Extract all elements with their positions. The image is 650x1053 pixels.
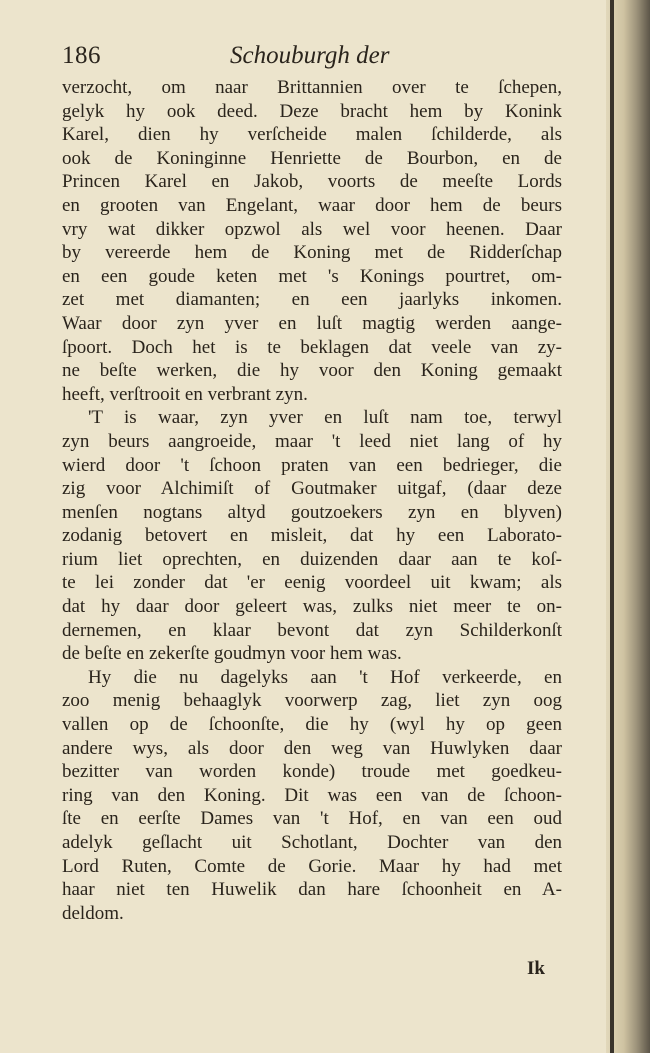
text-line: menſen nogtans altyd goutzoekers zyn en blyven) — [62, 501, 562, 523]
text-line: dernemen, en klaar bevont dat zyn Schilderkonſt — [62, 619, 562, 641]
page-header — [62, 42, 582, 74]
running-head: Schouburgh der — [230, 42, 390, 69]
text-line: Waar door zyn yver en luſt magtig werden aange- — [62, 312, 562, 334]
text-line: en een goude keten met 's Konings pourtret, om- — [62, 265, 562, 287]
text-line: by vereerde hem de Koning met de Ridderſchap — [62, 242, 562, 264]
text-line: Hy die nu dagelyks aan 't Hof verkeerde, en — [88, 666, 562, 688]
text-line: Lord Ruten, Comte de Gorie. Maar hy had met — [62, 855, 562, 877]
text-line: en grooten van Engelant, waar door hem de beurs — [62, 194, 562, 216]
text-line: 'T is waar, zyn yver en luſt nam toe, terwyl — [88, 407, 562, 429]
text-line: wierd door 't ſchoon praten van een bedrieger, die — [62, 454, 562, 476]
body-text — [62, 76, 562, 925]
text-line: te lei zonder dat 'er eenig voordeel uit kwam; als — [62, 572, 562, 594]
page-number: 186 — [62, 42, 101, 69]
text-line: ſpoort. Doch het is te beklagen dat veele van zy- — [62, 336, 562, 358]
text-line: ne beſte werken, die hy voor den Koning gemaakt — [62, 360, 562, 382]
text-line: gelyk hy ook deed. Deze bracht hem by Konink — [62, 100, 562, 122]
binding-shadow — [610, 0, 614, 1053]
text-line: zodanig betovert en misleit, dat hy een Laborato- — [62, 525, 562, 547]
text-line: rium liet oprechten, en duizenden daar aan te koſ- — [62, 548, 562, 570]
text-line: bezitter van worden konde) troude met goedkeu- — [62, 761, 562, 783]
text-line: Karel, dien hy verſcheide malen ſchilderde, als — [62, 124, 562, 146]
text-line: ring van den Koning. Dit was een van de ſchoon- — [62, 784, 562, 806]
text-line: dat hy daar door geleert was, zulks niet meer te on- — [62, 596, 562, 618]
text-line: deldom. — [62, 902, 124, 924]
text-line: zyn beurs aangroeide, maar 't leed niet lang of hy — [62, 430, 562, 452]
text-line: heeft, verſtrooit en verbrant zyn. — [62, 383, 308, 405]
text-line: vry wat dikker opzwol als wel voor heenen. Daar — [62, 218, 562, 240]
text-line: andere wys, als door den weg van Huwlyken daar — [62, 737, 562, 759]
text-line: zet met diamanten; en een jaarlyks inkomen. — [62, 289, 562, 311]
text-line: ſte en eerſte Dames van 't Hof, en van een oud — [62, 808, 562, 830]
text-line: haar niet ten Huwelik dan hare ſchoonheit en A- — [62, 879, 562, 901]
text-line: verzocht, om naar Brittannien over te ſchepen, — [62, 77, 562, 98]
catchword: Ik — [527, 958, 545, 979]
text-line: vallen op de ſchoonſte, die hy (wyl hy op geen — [62, 714, 562, 736]
text-line: de beſte en zekerſte goudmyn voor hem was. — [62, 643, 402, 665]
text-line: ook de Koninginne Henriette de Bourbon, en de — [62, 147, 562, 169]
text-line: adelyk geſlacht uit Schotlant, Dochter van den — [62, 832, 562, 853]
text-line: zoo menig behaaglyk voorwerp zag, liet zyn oog — [62, 690, 562, 712]
text-line: zig voor Alchimiſt of Goutmaker uitgaf, (daar deze — [62, 478, 562, 500]
text-line: Princen Karel en Jakob, voorts de meeſte Lords — [62, 171, 562, 193]
